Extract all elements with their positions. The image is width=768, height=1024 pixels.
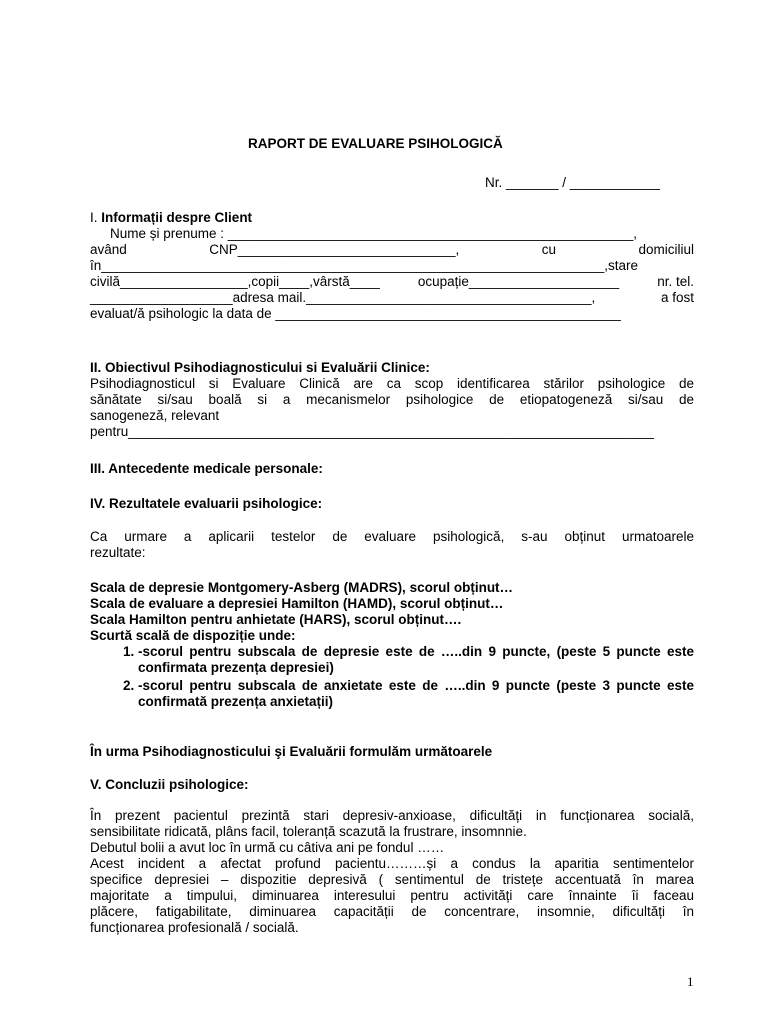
text: Acest incident a afectat profund pacientu………și a condus la aparitia sentimentelor [90, 856, 694, 871]
page-number: 1 [687, 974, 694, 989]
text: Psihodiagnosticul si Evaluare Clinică are ca scop identificarea stărilor psihologice de [90, 376, 694, 391]
text-line [90, 392, 694, 408]
list-item: 2. -scorul pentru subscala de anxietate este de …..din 9 puncte (peste 3 puncte este confirmată prezența anxietații) [138, 678, 694, 710]
list-item: 1. -scorul pentru subscala de depresie este de …..din 9 puncte, (peste 5 puncte este confirmata prezența depresiei) [138, 644, 694, 676]
address-line: în___________________________________________________________________,stare [90, 258, 639, 273]
conclusions [90, 808, 694, 936]
text: specifice depresiei – dispozitie depresivă ( sentimentul de tristețe accentuată în marea [90, 872, 694, 887]
text: În prezent pacientul prezintă stari depresiv-anxioase, dificultăți in funcționarea socială, [90, 808, 694, 823]
section2-heading: II. Obiectivul Psihodiagnosticului si Evaluării Clinice: [90, 360, 430, 375]
text: rezultate: [90, 545, 146, 560]
phone-label: nr. tel. [657, 274, 694, 289]
formulation-heading: În urma Psihodiagnosticului şi Evaluării formulăm următoarele [90, 744, 493, 759]
mood-items [90, 644, 694, 710]
page-title: RAPORT DE EVALUARE PSIHOLOGICĂ [248, 136, 503, 151]
text: Debutul bolii a avut loc în urmă cu câtiva ani pe fondul …… [90, 840, 445, 855]
text: sănătate si/sau boală si a mecanismelor psihologice de etiopatogeneză si/sau de [90, 392, 694, 407]
email-line [90, 290, 694, 306]
date-line: evaluat/ă psihologic la data de ______________________________________________ [90, 306, 621, 321]
text: plăcere, fatigabilitate, diminuarea capacității de concentrare, insomnie, dificultăți în [90, 904, 694, 919]
section-client-info [90, 210, 694, 322]
scale-mood: Scurtă scală de dispoziție unde: [90, 628, 296, 643]
section3-heading: III. Antecedente medicale personale: [90, 461, 323, 476]
section-objective [90, 360, 694, 440]
section4-heading: IV. Rezultatele evaluarii psihologice: [90, 496, 323, 511]
word: a fost [660, 290, 694, 305]
pentru-line: pentru______________________________________________________________________ [90, 424, 654, 439]
text: funcționarea profesională / socială. [90, 920, 299, 935]
name-line: Nume și prenume : ______________________________________________________, [110, 226, 637, 241]
cnp-line [90, 242, 694, 258]
scale-hars: Scala Hamilton pentru anhietate (HARS), scorul obținut…. [90, 612, 462, 627]
section4-intro [90, 529, 694, 561]
text: Ca urmare a aplicarii testelor de evaluare psihologică, s-au obținut urmatoarele [90, 529, 694, 544]
civil-field: civilă_________________,copii____,vârstă____ [90, 274, 380, 289]
scales-list [90, 580, 694, 710]
cnp-field: CNP_____________________________, [209, 242, 460, 257]
text: sensibilitate ridicată, plâns facil, toleranță scazută la frustrare, insomnnie. [90, 824, 527, 839]
word: având [90, 242, 127, 257]
report-number: Nr. _______ / ____________ [485, 175, 660, 190]
scale-madrs: Scala de depresie Montgomery-Asberg (MADRS), scorul obținut… [90, 580, 514, 595]
civil-line [90, 274, 694, 290]
section5-heading: V. Concluzii psihologice: [90, 777, 249, 792]
occupation-field: ocupație____________________ [417, 274, 620, 289]
text-line: sanogeneză, relevant [90, 408, 220, 423]
section1-num: I. [90, 210, 98, 225]
email-field: ___________________adresa mail.______________________________________, [90, 290, 596, 305]
scale-hamd: Scala de evaluare a depresiei Hamilton (HAMD), scorul obținut… [90, 596, 504, 611]
word: cu [541, 242, 556, 257]
section1-heading: Informații despre Client [101, 210, 253, 225]
word: domiciliul [638, 242, 694, 257]
text: majoritate a timpului, diminuarea interesului pentru activități care înnainte îi faceau [90, 888, 694, 903]
text-line [90, 376, 694, 392]
